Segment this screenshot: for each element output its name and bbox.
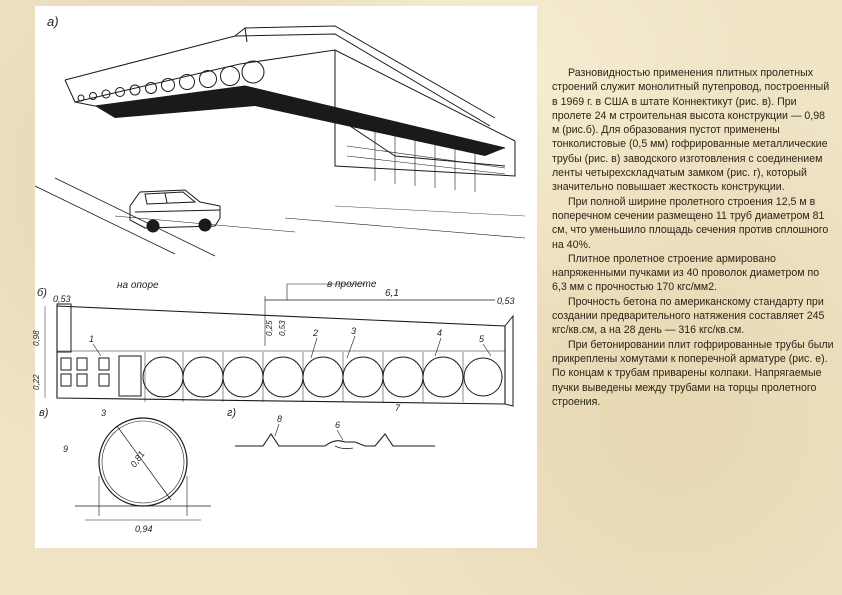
label-v-prolete: в пролете: [327, 279, 377, 290]
tube-detail: [63, 408, 211, 534]
fig-g-label: г): [227, 407, 237, 419]
article-text: [552, 66, 834, 409]
dim-0-81: 0,81: [128, 449, 147, 470]
callout-1: 1: [89, 334, 95, 344]
engineering-drawing: [32, 6, 537, 548]
paragraph-2: При полной ширине пролетного строения 12,5 м в поперечном сечении размещено 11 труб диаметром 81 см, что уменьшило площадь сечения против сплошного на 40%.: [552, 195, 829, 251]
callout-7: 7: [395, 403, 401, 413]
dim-0-98: 0,98: [32, 330, 41, 346]
slab-cross-section: [32, 304, 513, 406]
paragraph-4: Прочность бетона по американскому стандарту при создании предварительного натяжения составляет 245 кгс/кв.см, а на 28 день — 316 кгс/кв.см.: [552, 295, 825, 337]
tube-circles: [143, 352, 502, 402]
dim-0-94: 0,94: [135, 524, 153, 534]
car-illustration: [130, 190, 220, 232]
fig-b-label: б): [37, 287, 47, 299]
dim-0-53-left: 0,53: [53, 294, 71, 304]
label-na-opore: на опоре: [117, 280, 159, 291]
callout-9: 9: [63, 444, 69, 454]
callout-2: 2: [313, 328, 319, 338]
callout-6: 6: [335, 420, 341, 430]
dim-0-25: 0,25: [265, 320, 274, 336]
callout-3-tube: 3: [101, 408, 107, 418]
paragraph-1: Разновидностью применения плитных пролетных строений служит монолитный путепровод, построенный в 1969 г. в США в штате Коннектикут (рис. в). При пролете 24 м строительная высота конструкции — 0,98 м (рис.б). Для образования пустот применены тонколистовые (0,5 мм) гофрированные металлические трубы (рис. в) заводского изготовления с соединением ленты четырехскладчатым замком (рис. г), который значительно повышает жесткость конструкции.: [552, 67, 830, 194]
callout-5: 5: [479, 334, 485, 344]
dim-6-1: 6,1: [385, 288, 399, 299]
callout-8: 8: [277, 414, 283, 424]
dim-0-22: 0,22: [32, 374, 41, 390]
paragraph-5: При бетонировании плит гофрированные трубы были прикреплены хомутами к поперечной арматуре (рис. е). По концам к трубам приварены колпаки. Напрягаемые пучки выведены между трубами на торцы пролетного строения.: [552, 338, 834, 408]
dim-0-53-vertical: 0,53: [278, 320, 287, 336]
callout-4: 4: [437, 328, 443, 338]
fig-a-label: а): [47, 14, 59, 29]
callout-3: 3: [351, 326, 357, 336]
overpass-perspective: [35, 26, 525, 256]
paragraph-3: Плитное пролетное строение армировано напряженными пучками из 40 проволок диаметром по 6,3 мм с прочностью 170 кгс/мм2.: [552, 252, 820, 294]
dim-0-53-right: 0,53: [497, 296, 515, 306]
figure-panel: [32, 6, 537, 548]
fig-v-label: в): [39, 407, 49, 419]
lock-seam-detail: [235, 414, 435, 449]
